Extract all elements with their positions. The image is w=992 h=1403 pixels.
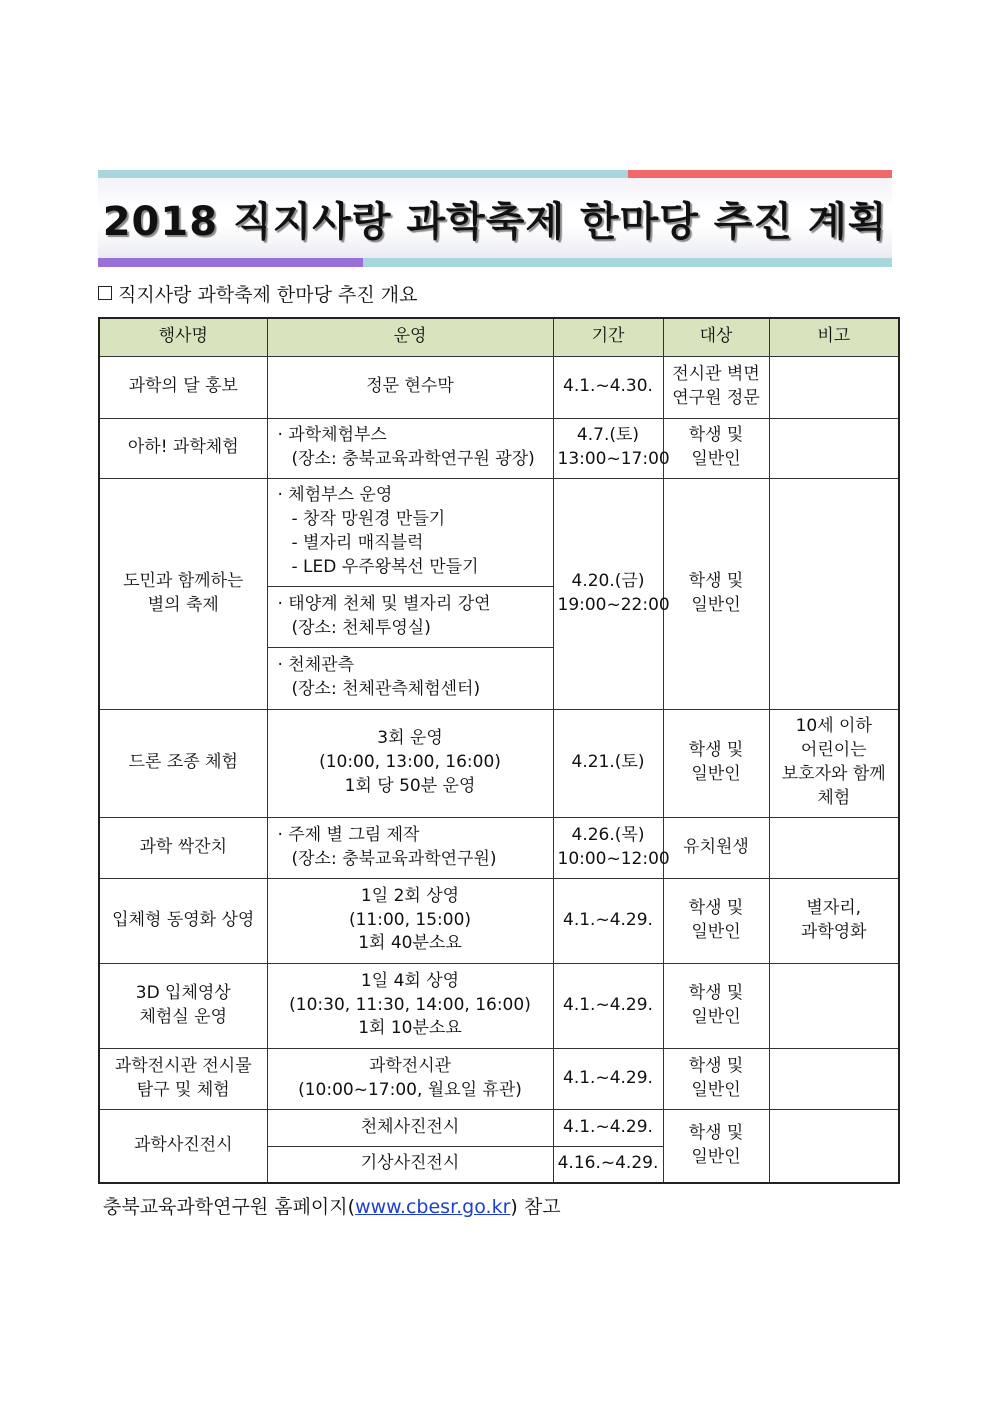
- banner-bar-top-left: [98, 170, 628, 178]
- event-cell: 입체형 동영화 상영: [99, 878, 267, 963]
- note-cell: [769, 1109, 899, 1183]
- operation-cell: 1일 2회 상영 (11:00, 15:00) 1회 40분소요: [267, 878, 553, 963]
- target-cell: 학생 및 일반인: [663, 478, 769, 709]
- period-cell: 4.26.(목) 10:00~12:00: [553, 817, 663, 878]
- operation-cell: 기상사진전시: [267, 1146, 553, 1183]
- operation-cell: · 천체관측 (장소: 천체관측체험센터): [267, 647, 553, 709]
- operation-cell: · 주제 별 그림 제작 (장소: 충북교육과학연구원): [267, 817, 553, 878]
- operation-cell: 3회 운영 (10:00, 13:00, 16:00) 1회 당 50분 운영: [267, 709, 553, 817]
- period-cell: 4.16.~4.29.: [553, 1146, 663, 1183]
- header-note: 비고: [769, 318, 899, 356]
- note-cell: 별자리, 과학영화: [769, 878, 899, 963]
- period-cell: 4.21.(토): [553, 709, 663, 817]
- table-row: [99, 1048, 899, 1109]
- target-cell: 학생 및 일반인: [663, 1048, 769, 1109]
- period-cell: 4.20.(금) 19:00~22:00: [553, 478, 663, 709]
- operation-cell: 정문 현수막: [267, 356, 553, 418]
- event-cell: 과학전시관 전시물 탐구 및 체험: [99, 1048, 267, 1109]
- period-cell: 4.1.~4.29.: [553, 1109, 663, 1146]
- table-row: [99, 709, 899, 817]
- event-cell: 3D 입체영상 체험실 운영: [99, 963, 267, 1048]
- note-cell: [769, 418, 899, 478]
- table-header-row: [99, 318, 899, 356]
- target-cell: 학생 및 일반인: [663, 963, 769, 1048]
- event-cell: 과학의 달 홍보: [99, 356, 267, 418]
- table-row: [99, 356, 899, 418]
- target-cell: 학생 및 일반인: [663, 878, 769, 963]
- banner-bar-bottom-left: [98, 258, 363, 267]
- page-title: 2018 직지사랑 과학축제 한마당 추진 계획: [102, 198, 888, 245]
- note-cell: [769, 1048, 899, 1109]
- title-banner: [98, 170, 892, 268]
- target-cell: 전시관 벽면 연구원 정문: [663, 356, 769, 418]
- operation-cell: 과학전시관 (10:00~17:00, 월요일 휴관): [267, 1048, 553, 1109]
- period-cell: 4.1.~4.29.: [553, 963, 663, 1048]
- event-cell: 드론 조종 체험: [99, 709, 267, 817]
- target-cell: 학생 및 일반인: [663, 418, 769, 478]
- header-event: 행사명: [99, 318, 267, 356]
- header-operation: 운영: [267, 318, 553, 356]
- period-cell: 4.1.~4.30.: [553, 356, 663, 418]
- footer-suffix: ) 참고: [510, 1196, 561, 1218]
- target-cell: 학생 및 일반인: [663, 1109, 769, 1183]
- target-cell: 학생 및 일반인: [663, 709, 769, 817]
- footer-note: [103, 1192, 561, 1219]
- checkbox-icon: [98, 286, 112, 300]
- table-row: [99, 418, 899, 478]
- table-row: [99, 878, 899, 963]
- period-cell: 4.1.~4.29.: [553, 1048, 663, 1109]
- period-cell: 4.1.~4.29.: [553, 878, 663, 963]
- operation-cell: · 과학체험부스 (장소: 충북교육과학연구원 광장): [267, 418, 553, 478]
- header-target: 대상: [663, 318, 769, 356]
- plan-table: [98, 317, 900, 1184]
- note-cell: [769, 963, 899, 1048]
- note-cell: [769, 478, 899, 709]
- banner-bar-bottom-right: [363, 258, 892, 267]
- note-cell: 10세 이하 어린이는 보호자와 함께 체험: [769, 709, 899, 817]
- event-cell: 아하! 과학체험: [99, 418, 267, 478]
- table-row: [99, 1109, 899, 1146]
- table-row: [99, 817, 899, 878]
- event-cell: 도민과 함께하는 별의 축제: [99, 478, 267, 709]
- operation-cell: 천체사진전시: [267, 1109, 553, 1146]
- operation-cell: · 체험부스 운영 - 창작 망원경 만들기 - 별자리 매직블럭 - LED 우주왕복선 만들기: [267, 478, 553, 586]
- table-row: [99, 478, 899, 586]
- note-cell: [769, 356, 899, 418]
- section-heading: [98, 280, 417, 306]
- header-period: 기간: [553, 318, 663, 356]
- operation-cell: · 태양계 천체 및 별자리 강연 (장소: 천체투영실): [267, 586, 553, 647]
- banner-bar-top-right: [628, 170, 892, 178]
- operation-cell: 1일 4회 상영 (10:30, 11:30, 14:00, 16:00) 1회 10분소요: [267, 963, 553, 1048]
- footer-prefix: 충북교육과학연구원 홈페이지(: [103, 1196, 356, 1218]
- event-cell: 과학사진전시: [99, 1109, 267, 1183]
- section-heading-text: 직지사랑 과학축제 한마당 추진 개요: [118, 283, 418, 306]
- period-cell: 4.7.(토) 13:00~17:00: [553, 418, 663, 478]
- target-cell: 유치원생: [663, 817, 769, 878]
- note-cell: [769, 817, 899, 878]
- event-cell: 과학 싹잔치: [99, 817, 267, 878]
- table-row: [99, 963, 899, 1048]
- homepage-link[interactable]: www.cbesr.go.kr: [355, 1196, 511, 1218]
